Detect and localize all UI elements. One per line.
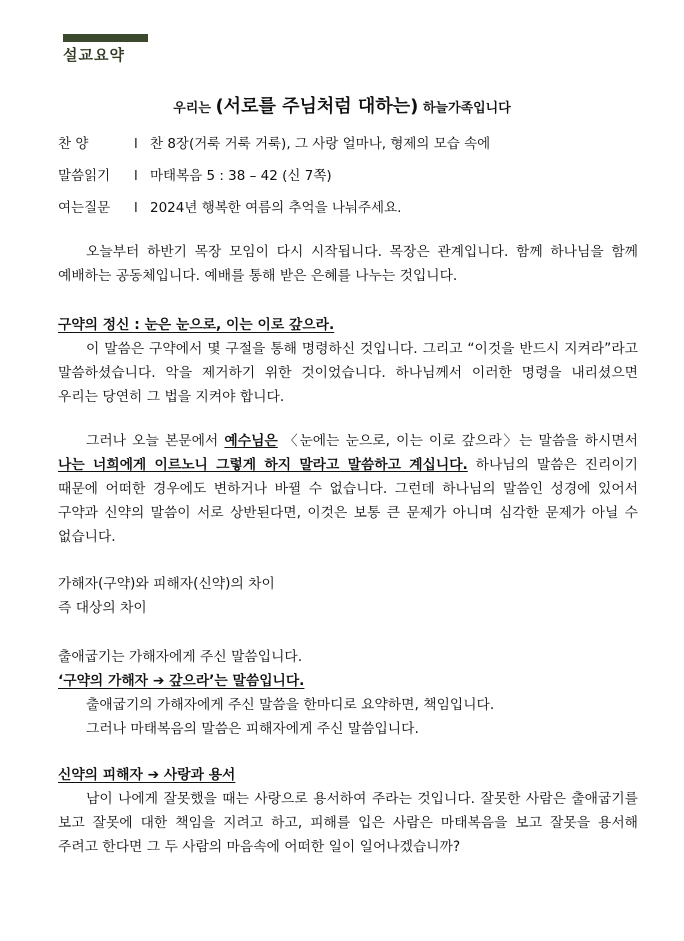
diff-line: 가해자(구약)와 피해자(신약)의 차이 [58,576,275,592]
section-jesus-block [58,429,638,549]
sermon-title [0,92,684,118]
section-heading: 신약의 피해자 ➔ 사랑과 용서 [58,767,236,783]
badge-label: 설교요약 [63,46,125,64]
section-badge [63,34,148,65]
difference-block [58,572,638,620]
key-statement: 나는 너희에게 이르노니 그렇게 하지 말라고 말씀하고 계십니다. [58,457,468,473]
section-old-testament [58,313,638,409]
info-label: 찬 양 [58,136,89,152]
section-paragraph: 남이 나에게 잘못했을 때는 사랑으로 용서하여 주라는 것입니다. 잘못한 사람은 출애굽기를 보고 잘못에 대한 책임을 지려고 하고, 피해를 입은 사람은 마태복음을 보고 잘못을 용서해 주려고 한다면 그 두 사람의 마음속에 어떠한 일이 일어나겠습니까? [58,791,638,855]
exodus-heading-wrap [58,669,638,693]
exodus-line: 출애굽기의 가해자에게 주신 말씀을 한마디로 요약하면, 책임입니다. [86,697,495,713]
title-prefix: 우리는 [173,101,211,116]
info-separator: l [134,136,138,152]
exodus-line: 출애굽기는 가해자에게 주신 말씀입니다. [58,649,303,665]
exodus-heading: ‘구약의 가해자 ➔ 갚으라’는 말씀입니다. [58,673,305,689]
section-heading: 구약의 정신 : 눈은 눈으로, 이는 이로 갚으라. [58,317,335,333]
info-row-hymn [58,132,658,152]
info-row-question [58,196,658,216]
section-heading-wrap [58,763,638,787]
info-value: 찬 8장(거룩 거룩 거룩), 그 사랑 얼마나, 형제의 모습 속에 [150,136,491,152]
info-value: 2024년 행복한 여름의 추억을 나눠주세요. [150,200,402,216]
exodus-block [58,645,638,741]
exodus-line: 그러나 마태복음의 말씀은 피해자에게 주신 말씀입니다. [86,721,419,737]
info-label: 말씀읽기 [58,168,111,184]
section-heading-wrap [58,313,638,337]
intro-paragraph: 오늘부터 하반기 목장 모임이 다시 시작됩니다. 목장은 관계입니다. 함께 하나님을 함께 예배하는 공동체입니다. 예배를 통해 받은 은혜를 나누는 것입니다. [58,244,638,284]
info-separator: l [134,168,138,184]
info-value: 마태복음 5 : 38 – 42 (신 7쪽) [150,168,332,184]
intro-block [58,240,638,288]
section-paragraph: 이 말씀은 구약에서 몇 구절을 통해 명령하신 것입니다. 그리고 “이것을 반드시 지켜라”라고 말씀하셨습니다. 악을 제거하기 위한 것이었습니다. 하나님께서 이러한 명령을 내리셨으면 우리는 당연히 그 법을 지켜야 합니다. [58,341,638,405]
para-text: 그러나 오늘 본문에서 [86,433,219,449]
title-main: (서로를 주님처럼 대하는) [215,96,419,117]
section-new-testament [58,763,638,859]
info-label: 여는질문 [58,200,111,216]
diff-line: 즉 대상의 차이 [58,600,147,616]
section-paragraph-2 [58,429,638,549]
title-suffix: 하늘가족입니다 [422,101,511,116]
info-separator: l [134,200,138,216]
badge-bar [63,34,148,42]
jesus-emphasis: 예수님은 [224,433,278,449]
info-row-reading [58,164,658,184]
para-text: 〈눈에는 눈으로, 이는 이로 갚으라〉는 말씀을 하시면서 [283,433,638,449]
para-text: 하나님의 말씀은 진리이기 때문에 어떠한 경우에도 변하거나 바뀔 수 없습니다. 그런데 하나님의 말씀인 성경에 있어서 구약과 신약의 말씀이 서로 상반된다면, 이것은 보통 큰 문제가 아니며 심각한 문제가 아닐 수 없습니다. [58,457,638,545]
